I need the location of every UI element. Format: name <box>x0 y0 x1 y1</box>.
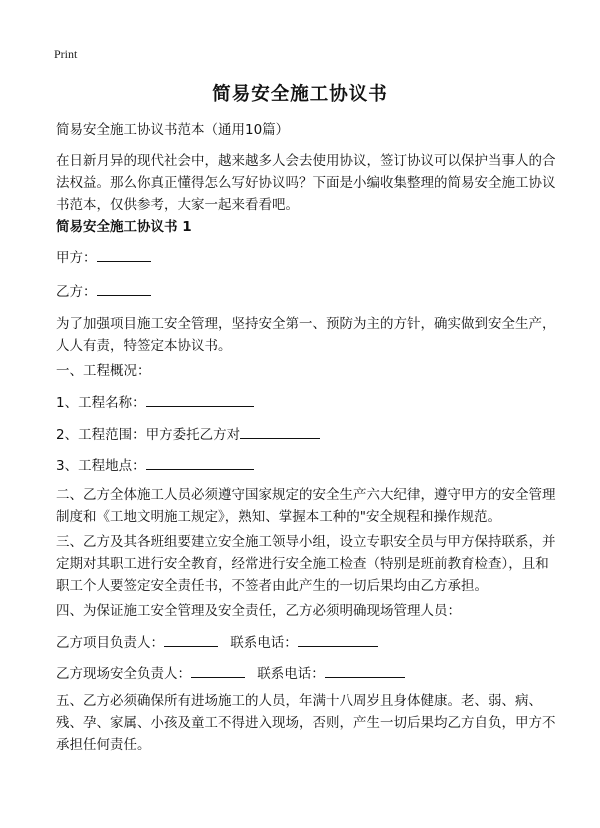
safety-lead-blank[interactable] <box>191 663 245 678</box>
document-subtitle: 简易安全施工协议书范本（通用10篇） <box>56 122 290 138</box>
party-b-blank[interactable] <box>97 281 151 296</box>
intro-paragraph: 在日新月异的现代社会中，越来越多人会去使用协议，签订协议可以保护当事人的合法权益。那么你真正懂得怎么写好协议吗？下面是小编收集整理的简易安全施工协议书范本，仅供参考，大家一起来看看吧。 <box>56 153 556 213</box>
party-b-label: 乙方： <box>56 284 97 300</box>
party-a-blank[interactable] <box>97 247 151 262</box>
item-1-heading: 一、工程概况： <box>56 363 151 379</box>
safety-lead-phone-label: 联系电话： <box>257 666 325 682</box>
safety-lead-phone-blank[interactable] <box>325 663 405 678</box>
item-3-paragraph: 三、乙方及其各班组要建立安全施工领导小组，设立专职安全员与甲方保持联系，并定期对其职工进行安全教育，经常进行安全施工检查（特别是班前教育检查），且和职工个人要签定安全责任书，不签者由此产生的一切后果均由乙方承担。 <box>56 534 556 594</box>
safety-lead-line <box>56 663 556 685</box>
project-name-line <box>56 392 556 414</box>
party-a-label: 甲方： <box>56 250 97 266</box>
project-name-label: 1、工程名称： <box>56 395 146 411</box>
item-2-paragraph: 二、乙方全体施工人员必须遵守国家规定的安全生产六大纪律，遵守甲方的安全管理制度和《工地文明施工规定》，熟知、掌握本工种的"安全规程和操作规范。 <box>56 487 556 525</box>
section-heading: 简易安全施工协议书 1 <box>56 219 192 235</box>
project-scope-blank[interactable] <box>240 424 320 439</box>
project-name-blank[interactable] <box>146 392 254 407</box>
party-b-line <box>56 281 556 303</box>
party-a-line <box>56 247 556 269</box>
safety-lead-label: 乙方现场安全负责人： <box>56 666 191 682</box>
project-location-blank[interactable] <box>146 455 254 470</box>
document-title: 简易安全施工协议书 <box>212 84 388 105</box>
project-location-label: 3、工程地点： <box>56 458 146 474</box>
project-lead-phone-blank[interactable] <box>298 632 378 647</box>
project-lead-label: 乙方项目负责人： <box>56 635 164 651</box>
project-lead-phone-label: 联系电话： <box>230 635 298 651</box>
item-5-paragraph: 五、乙方必须确保所有进场施工的人员，年满十八周岁且身体健康。老、弱、病、残、孕、家属、小孩及童工不得进入现场，否则，产生一切后果均乙方自负，甲方不承担任何责任。 <box>56 693 556 753</box>
project-lead-blank[interactable] <box>164 632 218 647</box>
project-scope-label: 2、工程范围：甲方委托乙方对 <box>56 427 241 443</box>
purpose-paragraph: 为了加强项目施工安全管理，坚持安全第一、预防为主的方针，确实做到安全生产，人人有责，特签定本协议书。 <box>56 316 556 354</box>
project-lead-line <box>56 632 556 654</box>
project-scope-line <box>56 424 556 446</box>
item-4-paragraph: 四、为保证施工安全管理及安全责任，乙方必须明确现场管理人员： <box>56 603 461 619</box>
project-location-line <box>56 455 556 477</box>
print-link[interactable]: Print <box>54 47 78 61</box>
